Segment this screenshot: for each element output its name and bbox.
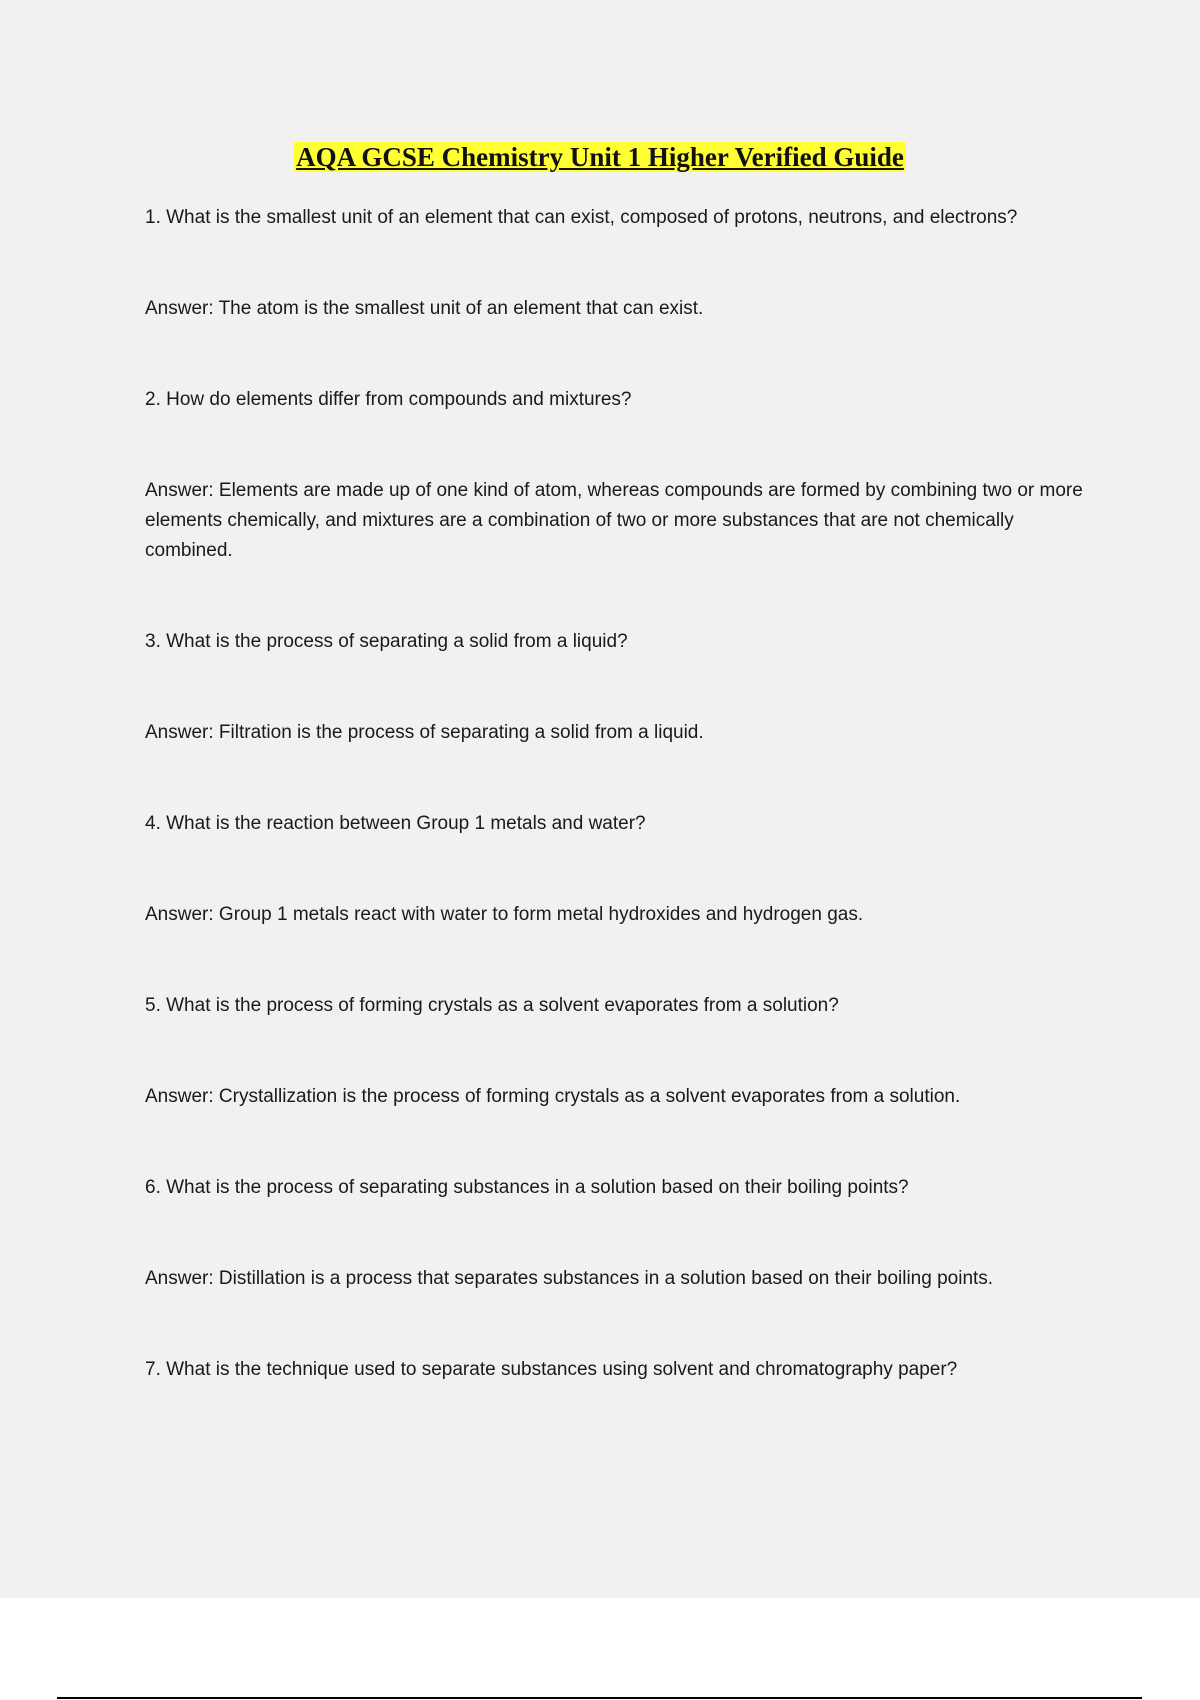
question-6: 6. What is the process of separating substances in a solution based on their boiling points?: [145, 1177, 909, 1198]
answer-1: Answer: The atom is the smallest unit of an element that can exist.: [145, 298, 704, 319]
answer-3: Answer: Filtration is the process of separating a solid from a liquid.: [145, 722, 704, 743]
question-3: 3. What is the process of separating a solid from a liquid?: [145, 631, 628, 652]
question-5: 5. What is the process of forming crystals as a solvent evaporates from a solution?: [145, 995, 839, 1016]
document-body: [145, 203, 1090, 1446]
answer-6: Answer: Distillation is a process that separates substances in a solution based on their boiling points.: [145, 1268, 994, 1289]
document-title: AQA GCSE Chemistry Unit 1 Higher Verified Guide: [296, 142, 904, 172]
question-4: 4. What is the reaction between Group 1 metals and water?: [145, 813, 646, 834]
page-divider: [57, 1697, 1142, 1699]
question-2: 2. How do elements differ from compounds and mixtures?: [145, 389, 632, 410]
answer-4: Answer: Group 1 metals react with water to form metal hydroxides and hydrogen gas.: [145, 904, 864, 925]
title-wrap: [0, 142, 1200, 173]
question-7: 7. What is the technique used to separate substances using solvent and chromatography paper?: [145, 1359, 958, 1380]
question-1: 1. What is the smallest unit of an element that can exist, composed of protons, neutrons, and electrons?: [145, 207, 1018, 228]
answer-5: Answer: Crystallization is the process of forming crystals as a solvent evaporates from a solution.: [145, 1086, 961, 1107]
answer-2: Answer: Elements are made up of one kind of atom, whereas compounds are formed by combining two or more elements chemically, and mixtures are a combination of two or more substances that are not chemically combined.: [145, 480, 1083, 561]
